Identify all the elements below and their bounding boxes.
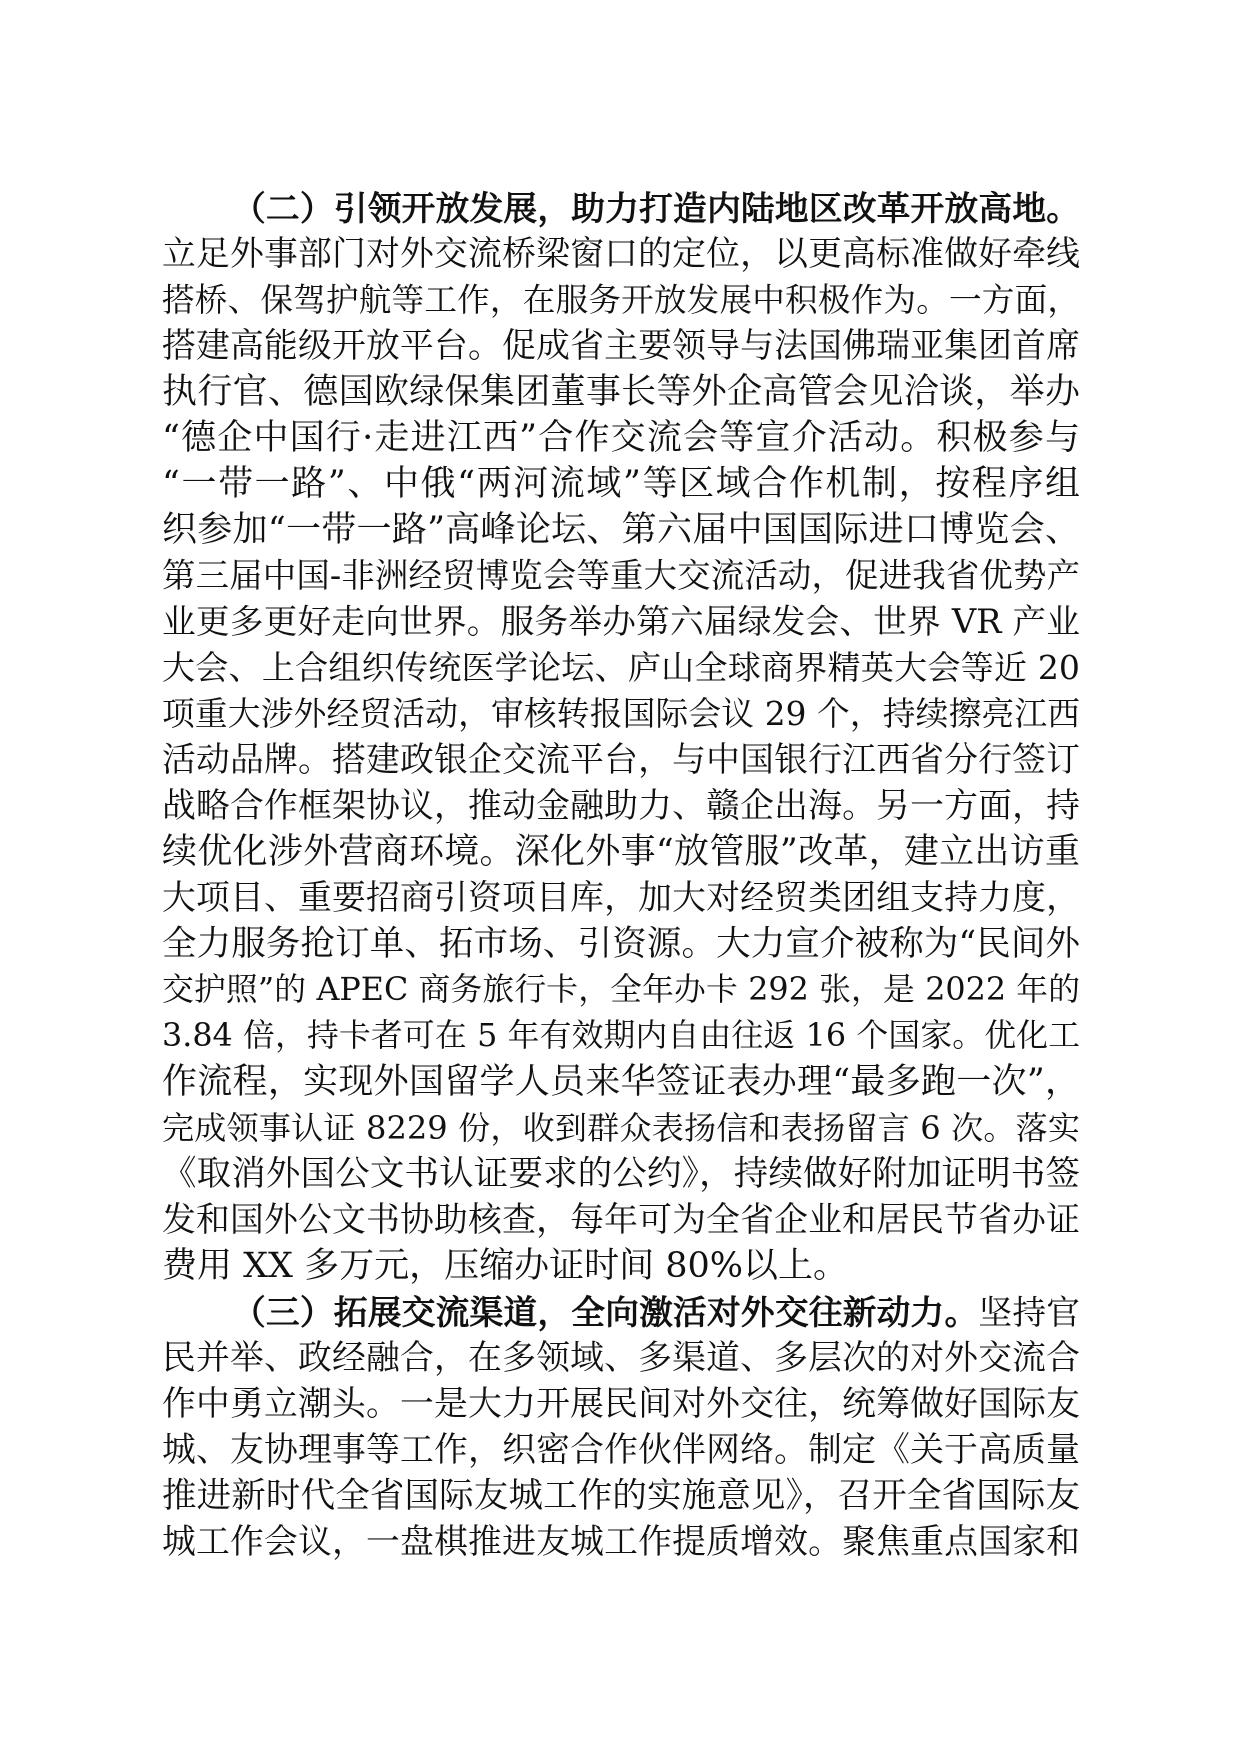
text-line: 交护照”的 APEC 商务旅行卡，全年办卡 292 张，是 2022 年的 — [162, 972, 1080, 1008]
text-line: 3.84 倍，持卡者可在 5 年有效期内自由往返 16 个国家。优化工 — [162, 1017, 1080, 1054]
text-line: 城、友协理事等工作，织密合作伙伴网络。制定《关于高质量 — [162, 1430, 1080, 1469]
text-line: 费用 XX 多万元，压缩办证时间 80%以上。 — [162, 1246, 849, 1286]
heading-tail-text: 坚持官 — [978, 1293, 1081, 1332]
text-line: 活动品牌。搭建政银企交流平台，与中国银行江西省分行签订 — [162, 740, 1080, 779]
paragraph-opening-line — [162, 1289, 1080, 1335]
text-line: 推进新时代全省国际友城工作的实施意见》，召开全省国际友 — [162, 1476, 1080, 1516]
text-line: 执行官、德国欧绿保集团董事长等外企高管会见洽谈，举办 — [162, 372, 1080, 412]
text-line: 民并举、政经融合，在多领域、多渠道、多层次的对外交流合 — [162, 1338, 1080, 1377]
section-heading-3: （三）拓展交流渠道，全向激活对外交往新动力。 — [232, 1292, 979, 1332]
text-line: 续优化涉外营商环境。深化外事“放管服”改革，建立出访重 — [162, 832, 1080, 872]
text-line: “德企中国行·走进江西”合作交流会等宣介活动。积极参与 — [162, 418, 1080, 458]
text-line: 织参加“一带一路”高峰论坛、第六届中国国际进口博览会、 — [162, 510, 1080, 550]
text-line: 搭桥、保驾护航等工作，在服务开放发展中积极作为。一方面， — [162, 281, 1080, 319]
text-line: 城工作会议，一盘棋推进友城工作提质增效。聚焦重点国家和 — [162, 1522, 1080, 1561]
text-line: “一带一路”、中俄“两河流域”等区域合作机制，按程序组 — [162, 464, 1080, 504]
text-line: 业更多更好走向世界。服务举办第六届绿发会、世界 VR 产业 — [162, 602, 1080, 641]
text-line: 第三届中国-非洲经贸博览会等重大交流活动，促进我省优势产 — [162, 556, 1080, 595]
text-line: 项重大涉外经贸活动，审核转报国际会议 29 个，持续擦亮江西 — [162, 695, 1080, 733]
document-body — [162, 185, 1080, 1565]
text-line: 完成领事认证 8229 份，收到群众表扬信和表扬留言 6 次。落实 — [162, 1109, 1080, 1147]
text-line: 作流程，实现外国留学人员来华签证表办理“最多跑一次”， — [162, 1062, 1080, 1102]
text-line: 《取消外国公文书认证要求的公约》，持续做好附加证明书签 — [162, 1154, 1080, 1194]
text-line: 大项目、重要招商引资项目库，加大对经贸类团组支持力度， — [162, 878, 1080, 917]
text-line: 搭建高能级开放平台。促成省主要领导与法国佛瑞亚集团首席 — [162, 326, 1080, 365]
text-line: 发和国外公文书协助核查，每年可为全省企业和居民节省办证 — [162, 1200, 1080, 1239]
section-heading-2: （二）引领开放发展，助力打造内陆地区改革开放高地。 — [232, 188, 1080, 228]
text-line: 全力服务抢订单、拓市场、引资源。大力宣介被称为“民间外 — [162, 924, 1080, 964]
text-line: 大会、上合组织传统医学论坛、庐山全球商界精英大会等近 20 — [162, 648, 1080, 687]
text-line: 立足外事部门对外交流桥梁窗口的定位，以更高标准做好牵线 — [162, 234, 1080, 273]
text-line: 作中勇立潮头。一是大力开展民间对外交往，统筹做好国际友 — [162, 1384, 1080, 1423]
text-line: 战略合作框架协议，推动金融助力、赣企出海。另一方面，持 — [162, 786, 1080, 825]
